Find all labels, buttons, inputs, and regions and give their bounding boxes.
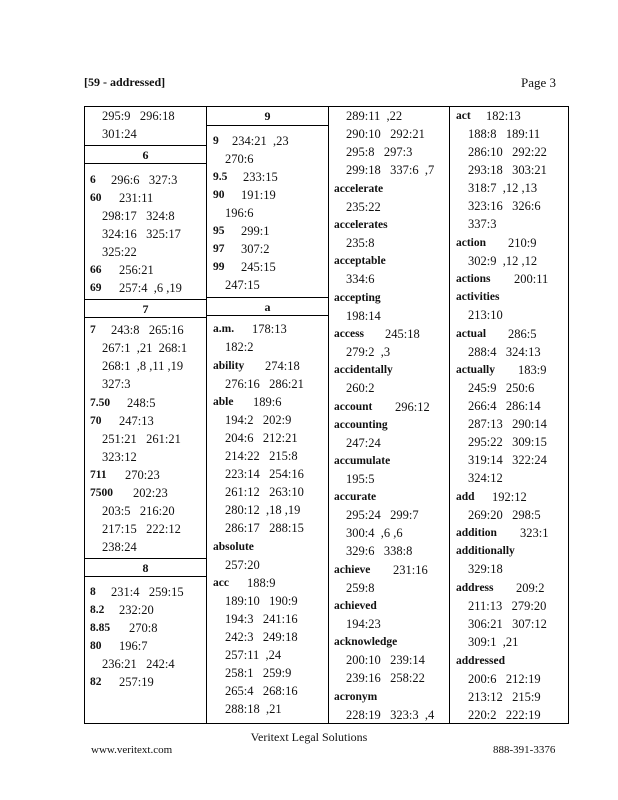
index-line: 269:20 298:5	[468, 508, 541, 522]
index-line: 261:12 263:10	[225, 485, 304, 499]
index-term: 7500	[90, 487, 113, 499]
index-line: 182:13	[486, 109, 521, 123]
index-line: 267:1 ,21 268:1	[102, 341, 188, 355]
index-term: accepting	[334, 292, 381, 304]
section-heading-6: 6	[85, 145, 206, 164]
section-heading-a: a	[207, 297, 328, 316]
index-column-2	[206, 107, 328, 723]
index-line: 309:1 ,21	[468, 635, 519, 649]
index-line: 334:6	[346, 272, 375, 286]
index-line: 319:14 322:24	[468, 453, 547, 467]
index-term: 60	[90, 192, 102, 204]
index-line: 302:9 ,12 ,12	[468, 254, 538, 268]
section-heading-8: 8	[85, 558, 206, 577]
index-line: 245:15	[241, 260, 276, 274]
index-line: 323:12	[102, 450, 137, 464]
index-term: accelerates	[334, 219, 388, 231]
index-line: 306:21 307:12	[468, 617, 547, 631]
index-line: 213:12 215:9	[468, 690, 541, 704]
index-line: 286:10 292:22	[468, 145, 547, 159]
index-line: 196:6	[225, 206, 254, 220]
index-line: 247:24	[346, 436, 381, 450]
index-line: 183:9	[518, 363, 547, 377]
index-line: 289:11 ,22	[346, 109, 403, 123]
index-line: 288:4 324:13	[468, 345, 541, 359]
index-term: 99	[213, 261, 225, 273]
index-term: 95	[213, 225, 225, 237]
index-line: 195:5	[346, 472, 375, 486]
index-term: a.m.	[213, 323, 235, 335]
index-line: 191:19	[241, 188, 276, 202]
index-line: 242:3 249:18	[225, 630, 298, 644]
index-line: 279:2 ,3	[346, 345, 391, 359]
index-term: absolute	[213, 541, 254, 553]
index-line: 299:18 337:6 ,7	[346, 163, 435, 177]
index-line: 245:18	[385, 327, 420, 341]
page-range-label: [59 - addressed]	[84, 75, 166, 89]
index-line: 189:10 190:9	[225, 594, 298, 608]
index-line: 268:1 ,8 ,11 ,19	[102, 359, 184, 373]
index-term: activities	[456, 291, 500, 303]
index-line: 210:9	[508, 236, 537, 250]
index-line: 248:5	[127, 396, 156, 410]
index-line: 286:5	[508, 327, 537, 341]
index-column-3	[328, 107, 449, 723]
index-line: 307:2	[241, 242, 270, 256]
index-term: accelerate	[334, 183, 384, 195]
index-line: 203:5 216:20	[102, 504, 175, 518]
index-line: 324:16 325:17	[102, 227, 181, 241]
index-term: acceptable	[334, 255, 386, 267]
index-line: 239:16 258:22	[346, 671, 425, 685]
index-line: 211:13 279:20	[468, 599, 547, 613]
index-term: 97	[213, 243, 225, 255]
index-line: 232:20	[119, 603, 154, 617]
index-term: act	[456, 110, 471, 122]
section-heading-9: 9	[207, 107, 328, 126]
index-line: 245:9 250:6	[468, 381, 535, 395]
index-line: 260:2	[346, 381, 375, 395]
index-line: 209:2	[516, 581, 545, 595]
index-line: 323:16 326:6	[468, 199, 541, 213]
index-line: 337:3	[468, 217, 497, 231]
index-term: able	[213, 396, 234, 408]
index-line: 200:11	[514, 272, 549, 286]
index-line: 286:17 288:15	[225, 521, 304, 535]
index-term: action	[456, 237, 487, 249]
index-line: 200:6 212:19	[468, 672, 541, 686]
index-line: 299:1	[241, 224, 270, 238]
index-term: actually	[456, 364, 495, 376]
index-line: 247:13	[119, 414, 154, 428]
index-term: add	[456, 491, 475, 503]
index-line: 300:4 ,6 ,6	[346, 526, 403, 540]
index-line: 233:15	[243, 170, 278, 184]
index-line: 204:6 212:21	[225, 431, 298, 445]
index-line: 259:8	[346, 581, 375, 595]
index-term: 7.50	[90, 397, 111, 409]
index-term: address	[456, 582, 494, 594]
index-line: 257:19	[119, 675, 154, 689]
index-line: 189:6	[253, 395, 282, 409]
index-line: 194:2 202:9	[225, 413, 292, 427]
index-line: 265:4 268:16	[225, 684, 298, 698]
index-line: 228:19 323:3 ,4	[346, 708, 435, 722]
index-line: 247:15	[225, 278, 260, 292]
index-line: 329:18	[468, 562, 503, 576]
index-term: ability	[213, 360, 245, 372]
index-line: 188:9	[247, 576, 276, 590]
index-term: access	[334, 328, 365, 340]
index-line: 231:4 259:15	[111, 585, 184, 599]
index-line: 301:24	[102, 127, 137, 141]
index-line: 274:18	[265, 359, 300, 373]
index-line: 280:12 ,18 ,19	[225, 503, 301, 517]
index-term: accidentally	[334, 364, 393, 376]
index-line: 266:4 286:14	[468, 399, 541, 413]
index-term: accumulate	[334, 455, 391, 467]
index-line: 196:7	[119, 639, 148, 653]
index-column-4	[449, 107, 568, 723]
index-grid	[84, 106, 569, 724]
index-term: 90	[213, 189, 225, 201]
index-line: 325:22	[102, 245, 137, 259]
index-line: 276:16 286:21	[225, 377, 304, 391]
index-line: 220:2 222:19	[468, 708, 541, 722]
index-line: 270:6	[225, 152, 254, 166]
index-line: 257:11 ,24	[225, 648, 282, 662]
index-term: addition	[456, 527, 497, 539]
index-line: 329:6 338:8	[346, 544, 413, 558]
index-line: 194:23	[346, 617, 381, 631]
index-column-1	[85, 107, 206, 723]
page-number: Page 3	[521, 75, 557, 90]
index-line: 231:11	[119, 191, 154, 205]
index-line: 223:14 254:16	[225, 467, 304, 481]
index-line: 287:13 290:14	[468, 417, 547, 431]
index-line: 257:4 ,6 ,19	[119, 281, 182, 295]
index-line: 243:8 265:16	[111, 323, 184, 337]
index-line: 178:13	[252, 322, 287, 336]
index-line: 296:6 327:3	[111, 173, 178, 187]
index-term: account	[334, 401, 373, 413]
index-term: 7	[90, 324, 96, 336]
index-line: 198:14	[346, 309, 381, 323]
index-line: 293:18 303:21	[468, 163, 547, 177]
index-line: 270:23	[125, 468, 160, 482]
index-line: 182:2	[225, 340, 254, 354]
index-term: acknowledge	[334, 636, 398, 648]
index-line: 188:8 189:11	[468, 127, 541, 141]
index-line: 217:15 222:12	[102, 522, 181, 536]
index-term: accounting	[334, 419, 388, 431]
index-line: 323:1	[520, 526, 549, 540]
index-term: 82	[90, 676, 102, 688]
footer-website: www.veritext.com	[91, 744, 173, 756]
footer-phone: 888-391-3376	[493, 744, 556, 756]
index-line: 234:21 ,23	[232, 134, 289, 148]
index-term: 8.2	[90, 604, 105, 616]
index-term: 8.85	[90, 622, 111, 634]
index-term: 9	[213, 135, 219, 147]
index-term: 711	[90, 469, 107, 481]
index-line: 288:18 ,21	[225, 702, 282, 716]
index-line: 256:21	[119, 263, 154, 277]
index-line: 290:10 292:21	[346, 127, 425, 141]
section-heading-7: 7	[85, 299, 206, 318]
footer-company: Veritext Legal Solutions	[250, 730, 368, 744]
index-line: 238:24	[102, 540, 137, 554]
index-line: 251:21 261:21	[102, 432, 181, 446]
index-term: 8	[90, 586, 96, 598]
index-line: 213:10	[468, 308, 503, 322]
index-term: acc	[213, 577, 229, 589]
index-line: 200:10 239:14	[346, 653, 425, 667]
index-line: 270:8	[129, 621, 158, 635]
index-line: 257:20	[225, 558, 260, 572]
index-line: 295:8 297:3	[346, 145, 413, 159]
index-line: 236:21 242:4	[102, 657, 175, 671]
index-term: 69	[90, 282, 102, 294]
index-line: 194:3 241:16	[225, 612, 298, 626]
index-line: 202:23	[133, 486, 168, 500]
index-term: acronym	[334, 691, 378, 703]
index-term: actions	[456, 273, 491, 285]
index-line: 192:12	[492, 490, 527, 504]
index-term: accurate	[334, 491, 377, 503]
index-term: actual	[456, 328, 487, 340]
index-term: 6	[90, 174, 96, 186]
index-line: 295:9 296:18	[102, 109, 175, 123]
index-line: 318:7 ,12 ,13	[468, 181, 538, 195]
index-line: 214:22 215:8	[225, 449, 298, 463]
index-line: 295:24 299:7	[346, 508, 419, 522]
index-line: 235:22	[346, 200, 381, 214]
index-term: addressed	[456, 655, 505, 667]
index-term: achieve	[334, 564, 371, 576]
index-line: 295:22 309:15	[468, 435, 547, 449]
index-term: additionally	[456, 545, 515, 557]
index-line: 327:3	[102, 377, 131, 391]
index-line: 324:12	[468, 471, 503, 485]
index-term: 80	[90, 640, 102, 652]
index-line: 298:17 324:8	[102, 209, 175, 223]
index-term: 66	[90, 264, 102, 276]
index-line: 296:12	[395, 400, 430, 414]
index-term: 9.5	[213, 171, 228, 183]
index-line: 258:1 259:9	[225, 666, 292, 680]
index-term: 70	[90, 415, 102, 427]
index-line: 235:8	[346, 236, 375, 250]
index-term: achieved	[334, 600, 377, 612]
index-line: 231:16	[393, 563, 428, 577]
